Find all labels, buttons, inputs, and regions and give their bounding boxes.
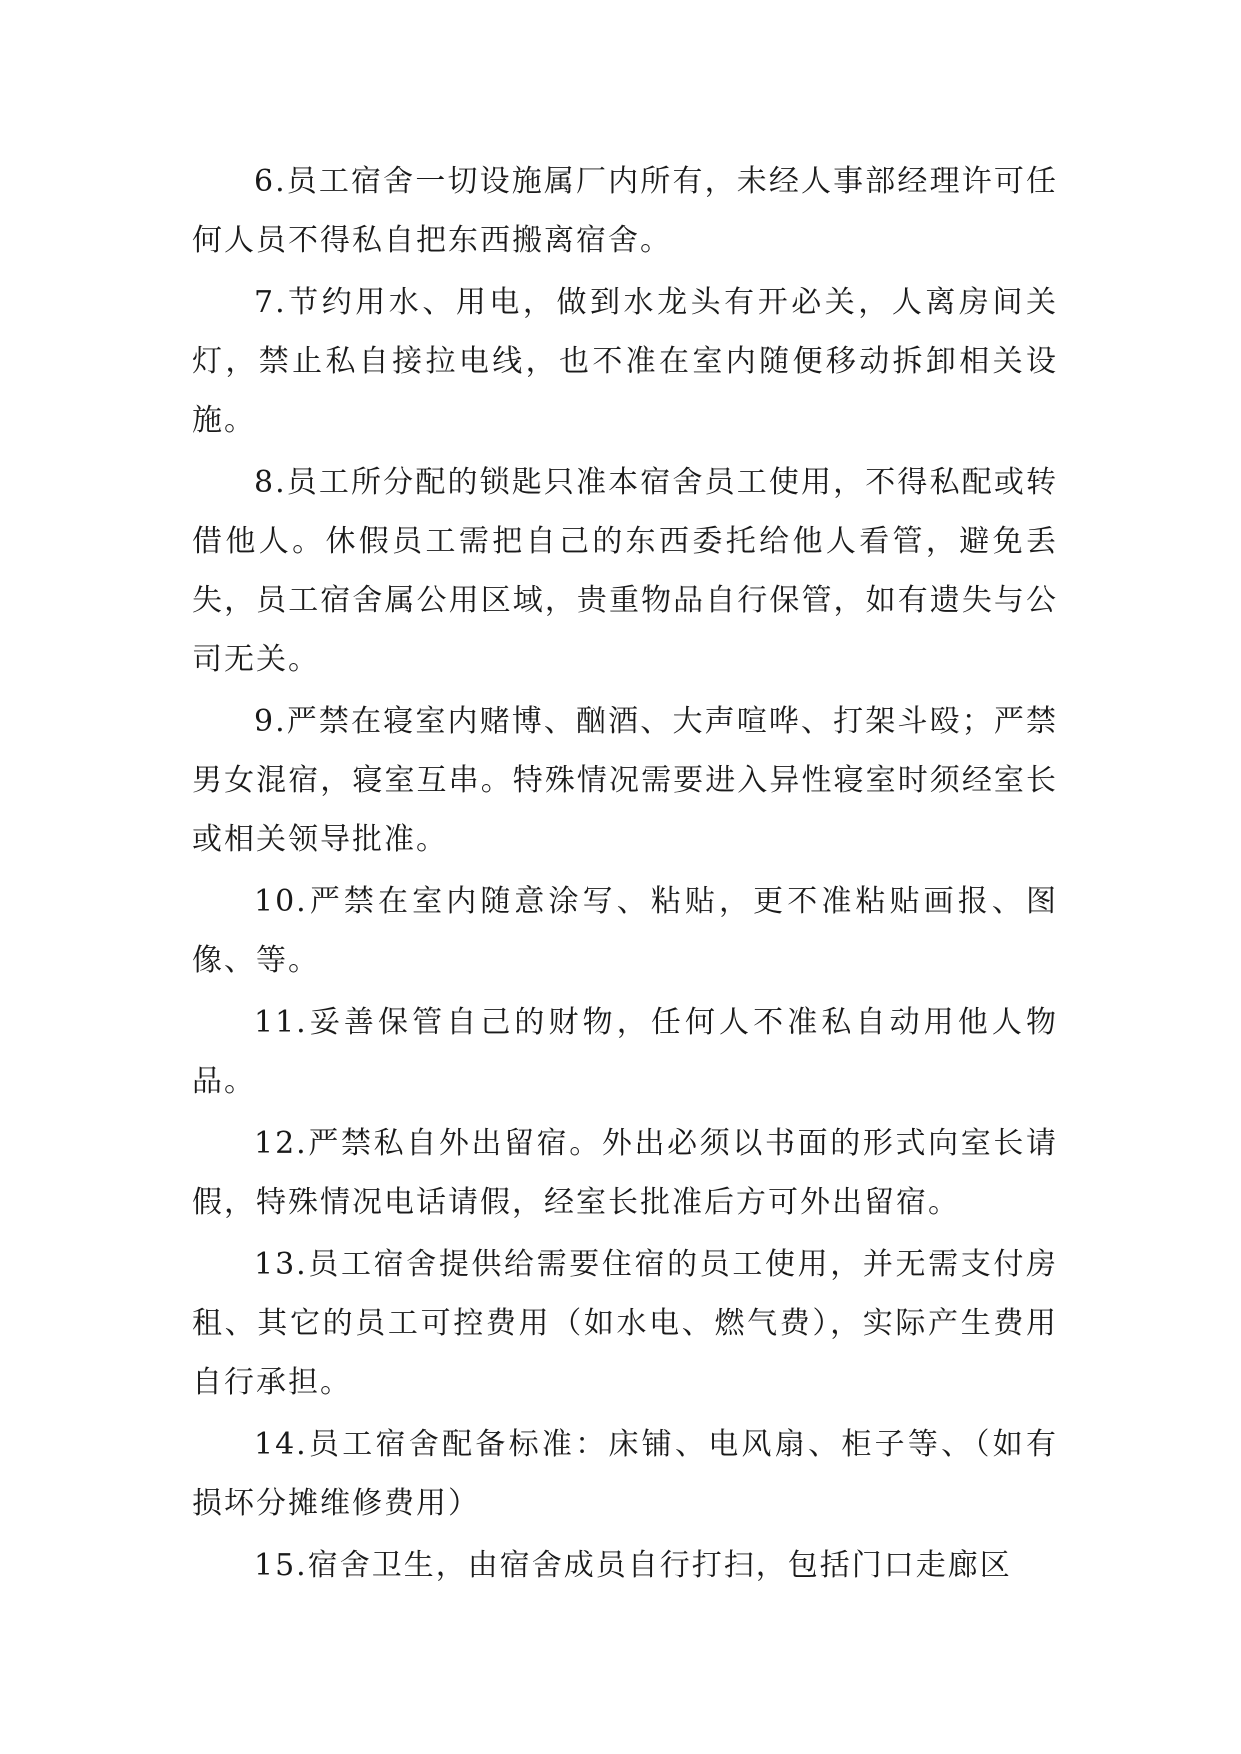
rule-paragraph-8: 8.员工所分配的锁匙只准本宿舍员工使用，不得私配或转借他人。休假员工需把自己的东西委托给他人看管，避免丢失，员工宿舍属公用区域，贵重物品自行保管，如有遗失与公司无关。: [192, 465, 1058, 677]
rule-paragraph-10: 10.严禁在室内随意涂写、粘贴，更不准粘贴画报、图像、等。: [192, 884, 1058, 978]
rule-paragraph-6: 6.员工宿舍一切设施属厂内所有，未经人事部经理许可任何人员不得私自把东西搬离宿舍。: [192, 164, 1058, 258]
rule-paragraph-14: 14.员工宿舍配备标准：床铺、电风扇、柜子等、（如有损坏分摊维修费用）: [192, 1427, 1058, 1521]
rule-paragraph-15: 15.宿舍卫生，由宿舍成员自行打扫，包括门口走廊区: [254, 1548, 1012, 1583]
rule-paragraph-13: 13.员工宿舍提供给需要住宿的员工使用，并无需支付房租、其它的员工可控费用（如水电、燃气费），实际产生费用自行承担。: [192, 1247, 1058, 1400]
rule-paragraph-11: 11.妥善保管自己的财物，任何人不准私自动用他人物品。: [192, 1005, 1058, 1099]
rule-paragraph-9: 9.严禁在寝室内赌博、酗酒、大声喧哗、打架斗殴；严禁男女混宿，寝室互串。特殊情况需要进入异性寝室时须经室长或相关领导批准。: [192, 704, 1058, 857]
rule-paragraph-7: 7.节约用水、用电，做到水龙头有开必关，人离房间关灯，禁止私自接拉电线，也不准在室内随便移动拆卸相关设施。: [192, 285, 1058, 438]
document-body: [192, 152, 1058, 1598]
rule-paragraph-12: 12.严禁私自外出留宿。外出必须以书面的形式向室长请假，特殊情况电话请假，经室长批准后方可外出留宿。: [192, 1126, 1058, 1220]
